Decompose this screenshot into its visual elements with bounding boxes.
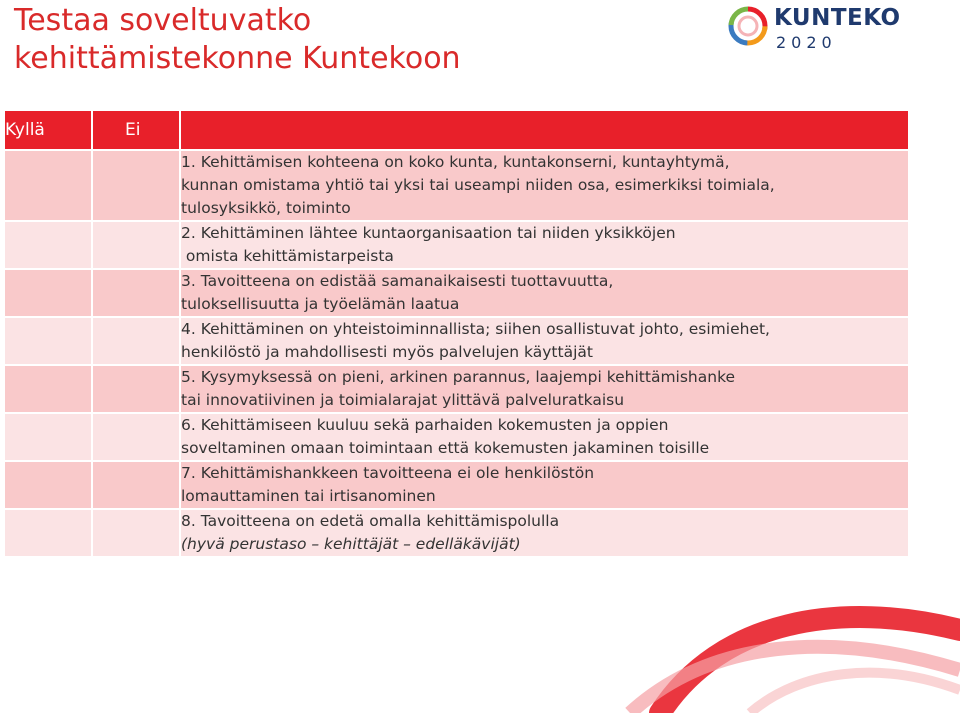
question-text xyxy=(181,366,908,412)
question-line: tuloksellisuutta ja työelämän laatua xyxy=(181,295,460,313)
page-title-line1: Testaa soveltuvatko xyxy=(14,3,312,38)
no-checkbox-cell[interactable] xyxy=(93,222,179,268)
yes-checkbox-cell[interactable] xyxy=(5,366,91,412)
question-line: 5. Kysymyksessä on pieni, arkinen parannus, laajempi kehittämishanke xyxy=(181,368,736,386)
header-question xyxy=(181,111,908,149)
table-row xyxy=(5,414,908,460)
question-text xyxy=(181,318,908,364)
question-line: 8. Tavoitteena on edetä omalla kehittämispolulla xyxy=(181,512,560,530)
table-row xyxy=(5,270,908,316)
question-line: tai innovatiivinen ja toimialarajat ylittävä palveluratkaisu xyxy=(181,391,625,409)
no-checkbox-cell[interactable] xyxy=(93,510,179,556)
question-text xyxy=(181,222,908,268)
yes-checkbox-cell[interactable] xyxy=(5,318,91,364)
question-line: soveltaminen omaan toimintaan että kokemusten jakaminen toisille xyxy=(181,439,710,457)
yes-checkbox-cell[interactable] xyxy=(5,270,91,316)
question-line: 7. Kehittämishankkeen tavoitteena ei ole henkilöstön xyxy=(181,464,595,482)
table-row xyxy=(5,366,908,412)
kunteko-logo xyxy=(726,4,916,54)
question-line: omista kehittämistarpeista xyxy=(181,247,394,265)
question-line: henkilöstö ja mahdollisesti myös palvelujen käyttäjät xyxy=(181,343,593,361)
no-checkbox-cell[interactable] xyxy=(93,318,179,364)
checklist-table xyxy=(3,109,910,558)
question-text xyxy=(181,510,908,556)
question-line: 3. Tavoitteena on edistää samanaikaisesti tuottavuutta, xyxy=(181,272,614,290)
question-text xyxy=(181,414,908,460)
question-line: 1. Kehittämisen kohteena on koko kunta, kuntakonserni, kuntayhtymä, xyxy=(181,153,730,171)
no-checkbox-cell[interactable] xyxy=(93,414,179,460)
question-line: 6. Kehittämiseen kuuluu sekä parhaiden kokemusten ja oppien xyxy=(181,416,669,434)
no-checkbox-cell[interactable] xyxy=(93,366,179,412)
yes-checkbox-cell[interactable] xyxy=(5,151,91,220)
question-line: kunnan omistama yhtiö tai yksi tai useampi niiden osa, esimerkiksi toimiala, xyxy=(181,176,775,194)
yes-checkbox-cell[interactable] xyxy=(5,510,91,556)
question-line: lomauttaminen tai irtisanominen xyxy=(181,487,436,505)
yes-checkbox-cell[interactable] xyxy=(5,222,91,268)
header-no: Ei xyxy=(93,111,179,149)
table-row xyxy=(5,462,908,508)
header-yes: Kyllä xyxy=(5,111,91,149)
logo-ring-icon xyxy=(726,4,770,48)
question-line: 4. Kehittäminen on yhteistoiminnallista; siihen osallistuvat johto, esimiehet, xyxy=(181,320,770,338)
question-line: tulosyksikkö, toiminto xyxy=(181,199,351,217)
table-row xyxy=(5,151,908,220)
question-text xyxy=(181,151,908,220)
yes-checkbox-cell[interactable] xyxy=(5,414,91,460)
no-checkbox-cell[interactable] xyxy=(93,151,179,220)
table-row xyxy=(5,510,908,556)
no-checkbox-cell[interactable] xyxy=(93,270,179,316)
table-header-row xyxy=(5,111,908,149)
page-title xyxy=(14,2,461,78)
table-row xyxy=(5,222,908,268)
yes-checkbox-cell[interactable] xyxy=(5,462,91,508)
question-text xyxy=(181,462,908,508)
decorative-swoosh xyxy=(600,560,960,713)
question-text xyxy=(181,270,908,316)
table-row xyxy=(5,318,908,364)
question-line: (hyvä perustaso – kehittäjät – edelläkävijät) xyxy=(181,535,521,553)
logo-name: KUNTEKO xyxy=(774,5,901,31)
logo-year: 2020 xyxy=(776,33,837,52)
question-line: 2. Kehittäminen lähtee kuntaorganisaation tai niiden yksikköjen xyxy=(181,224,676,242)
page-title-line2: kehittämistekonne Kuntekoon xyxy=(14,41,461,76)
no-checkbox-cell[interactable] xyxy=(93,462,179,508)
